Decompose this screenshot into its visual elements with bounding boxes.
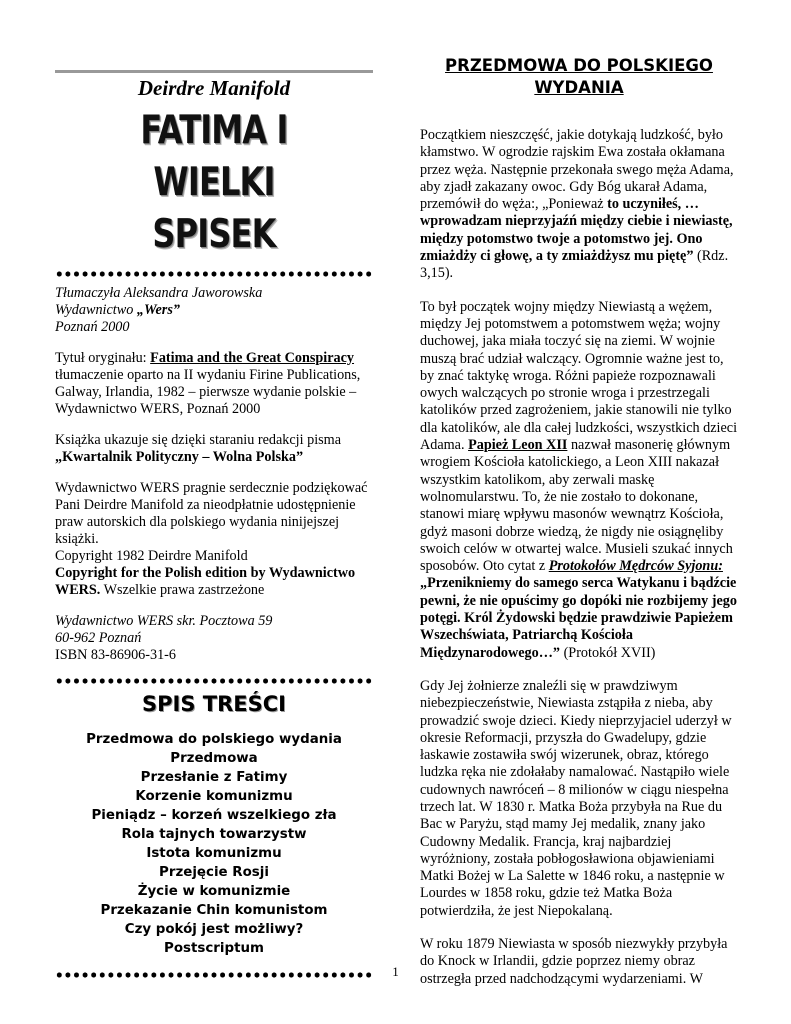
toc-item: Życie w komunizmie <box>137 884 291 899</box>
preface-heading <box>420 55 738 99</box>
copyright-polish <box>55 565 373 599</box>
journal-name: „Kwartalnik Polityczny – Wolna Polska” <box>55 449 304 465</box>
toc-item: Rola tajnych towarzystw <box>121 827 307 842</box>
toc-item: Pieniądz – korzeń wszelkiego zła <box>91 808 337 823</box>
toc-item: Czy pokój jest możliwy? <box>124 922 304 937</box>
preface-heading-line-1: PRZEDMOWA DO POLSKIEGO <box>445 56 713 75</box>
original-title-rest: tłumaczenie oparto na II wydaniu Firine Publications, Galway, Irlandia, 1982 – pierwsze wydanie polskie – Wydawnictwo WERS, Poznań 2000 <box>55 367 361 417</box>
toc-item: Przedmowa do polskiego wydania <box>86 732 342 747</box>
dotted-divider <box>55 678 373 684</box>
paragraph-1-text: Początkiem nieszczęść, jakie dotykają ludzkość, było kłamstwo. W ogrodzie rajskim Ewa została okłamana przez węża. Następnie przekonała swego męża Adama, aby zjadł zakazany owoc. Gdy Bóg ukarał Adama, przemówił do węża:, „Ponieważ <box>420 127 734 213</box>
toc-item: Przejęcie Rosji <box>159 865 269 880</box>
address-line-1: Wydawnictwo WERS skr. Pocztowa 59 <box>55 613 273 629</box>
address-line-2: 60-962 Poznań <box>55 630 142 646</box>
author-name: Deirdre Manifold <box>137 76 291 100</box>
book-title <box>84 105 345 261</box>
left-column <box>55 70 373 986</box>
title-line-1: FATIMA I WIELKI <box>140 108 288 205</box>
original-title-block <box>55 350 373 418</box>
publisher-line <box>55 302 373 319</box>
protocols-quote: „Przenikniemy do samego serca Watykanu i bądźcie pewni, że nie opuścimy go dopóki nie rozbijemy jego potęgi. Król Żydowski będzie prawdziwie Papieżem Wszechświata, Patriarchą Kościoła Międzynarodowego…” <box>420 575 737 661</box>
copyright-polish-rest: Wszelkie prawa zastrzeżone <box>100 582 265 598</box>
protocols-title: Protokołów Mędrców Syjonu: <box>548 558 723 575</box>
toc-title: SPIS TREŚCI <box>142 692 286 716</box>
copyright-line: Copyright 1982 Deirdre Manifold <box>55 548 248 564</box>
genesis-ref: (Rdz. 3,15). <box>420 248 729 282</box>
toc-list <box>55 730 373 958</box>
right-column <box>420 55 738 988</box>
toc-item: Przedmowa <box>170 751 258 766</box>
page-number: 1 <box>392 964 399 979</box>
toc-item: Korzenie komunizmu <box>135 789 293 804</box>
paragraph-2 <box>420 299 738 662</box>
paragraph-2-text-b: nazwał masonerię głównym wrogiem Kościoła katolickiego, a Leon XIII nakazał wszystkim katolikom, aby zerwali maskę wolnomularstwu. To, że nie zostało to dokonane, stanowi miarę wpływu masonów wewnątrz Kościoła, gdyż masoni dobrze wiedzą, że nigdy nie osiągnęliby swoich celów w otwartej walce. Musieli szukać innych sposobów. Oto cytat z <box>420 437 733 575</box>
toc-item: Przekazanie Chin komunistom <box>100 903 328 918</box>
pope-leo-link: Papież Leon XII <box>468 437 568 454</box>
paragraph-2-text-a: To był początek wojny między Niewiastą a wężem, między Jej potomstwem a potomstwem węża; wojny duchowej, jaka miała toczyć się na ziemi. W wojnie muszą brać udział walczący. Ogromnie ważne jest to, by znać taktykę wroga. Różni papieże rozpoznawali owych walczących po stronie wroga i przestrzegali katolików przed zagrożeniem, jakie stanowili nie tylko dla katolików, ale dla całej ludzkości, wszystkich dzieci Adama. <box>420 298 738 454</box>
paragraph-4: W roku 1879 Niewiasta w sposób niezwykły przybyła do Knock w Irlandii, gdzie poprzez niemy obraz ostrzegła przed nadchodzącymi wydarzeniami. W <box>420 936 728 987</box>
publisher-prefix: Wydawnictwo <box>55 302 137 318</box>
protocols-ref: (Protokół XVII) <box>560 644 656 661</box>
book-note: Książka ukazuje się dzięki staraniu redakcji pisma <box>55 432 342 448</box>
toc-item: Istota komunizmu <box>146 846 282 861</box>
paragraph-3: Gdy Jej żołnierze znaleźli się w prawdziwym niebezpieczeństwie, Niewiasta zstąpiła z nieba, aby prowadzić swoje dzieci. Kiedy nieprzyjaciel uderzył w okresie Reformacji, przyszła do Gwadelupy, gdzie łaskawie zostawiła swój wizerunek, obraz, którego ludzka ręka nie zdołałaby namalować. Nastąpiło wiele cudownych nawróceń – 8 milionów w ciągu niespełna trzech lat. W 1830 r. Matka Boża przybyła na Rue du Bac w Paryżu, stąd mamy Jej medalik, znany jako Cudowny Medalik. Francja, kraj najbardziej wyróżniony, została pobłogosławiona objawieniami Matki Bożej w La Salette w 1846 roku, a następnie w Lourdes w 1858 roku, gdzie też Matka Boża potwierdziła, że jest Niepokalaną. <box>420 677 732 919</box>
genesis-quote: to uczyniłeś, …wprowadzam nieprzyjaźń między ciebie i niewiastę, między potomstwo twoje a potomstwo jej. Ono zmiażdży ci głowę, a ty zmiażdżysz mu piętę” <box>420 196 733 265</box>
top-rule <box>55 70 373 73</box>
paragraph-1 <box>420 127 738 283</box>
dotted-divider <box>55 271 373 277</box>
publisher-name: „Wers” <box>136 302 180 318</box>
original-title: Fatima and the Great Conspiracy <box>150 350 355 366</box>
toc-item: Postscriptum <box>164 941 264 956</box>
thanks-note: Wydawnictwo WERS pragnie serdecznie podziękować Pani Deirdre Manifold za nieodpłatnie udostępnienie praw autorskich dla polskiego wydania ninijejszej książki. <box>55 480 368 547</box>
original-title-prefix: Tytuł oryginału: <box>55 350 151 366</box>
isbn: ISBN 83-86906-31-6 <box>55 647 176 663</box>
title-line-2: SPISEK <box>152 212 276 257</box>
preface-heading-line-2: WYDANIA <box>534 78 624 97</box>
copyright-polish-bold: Copyright for the Polish edition by Wydawnictwo WERS. <box>55 565 356 598</box>
translator-line: Tłumaczyła Aleksandra Jaworowska <box>55 285 263 301</box>
city-year: Poznań 2000 <box>55 319 130 335</box>
toc-item: Przesłanie z Fatimy <box>140 770 288 785</box>
